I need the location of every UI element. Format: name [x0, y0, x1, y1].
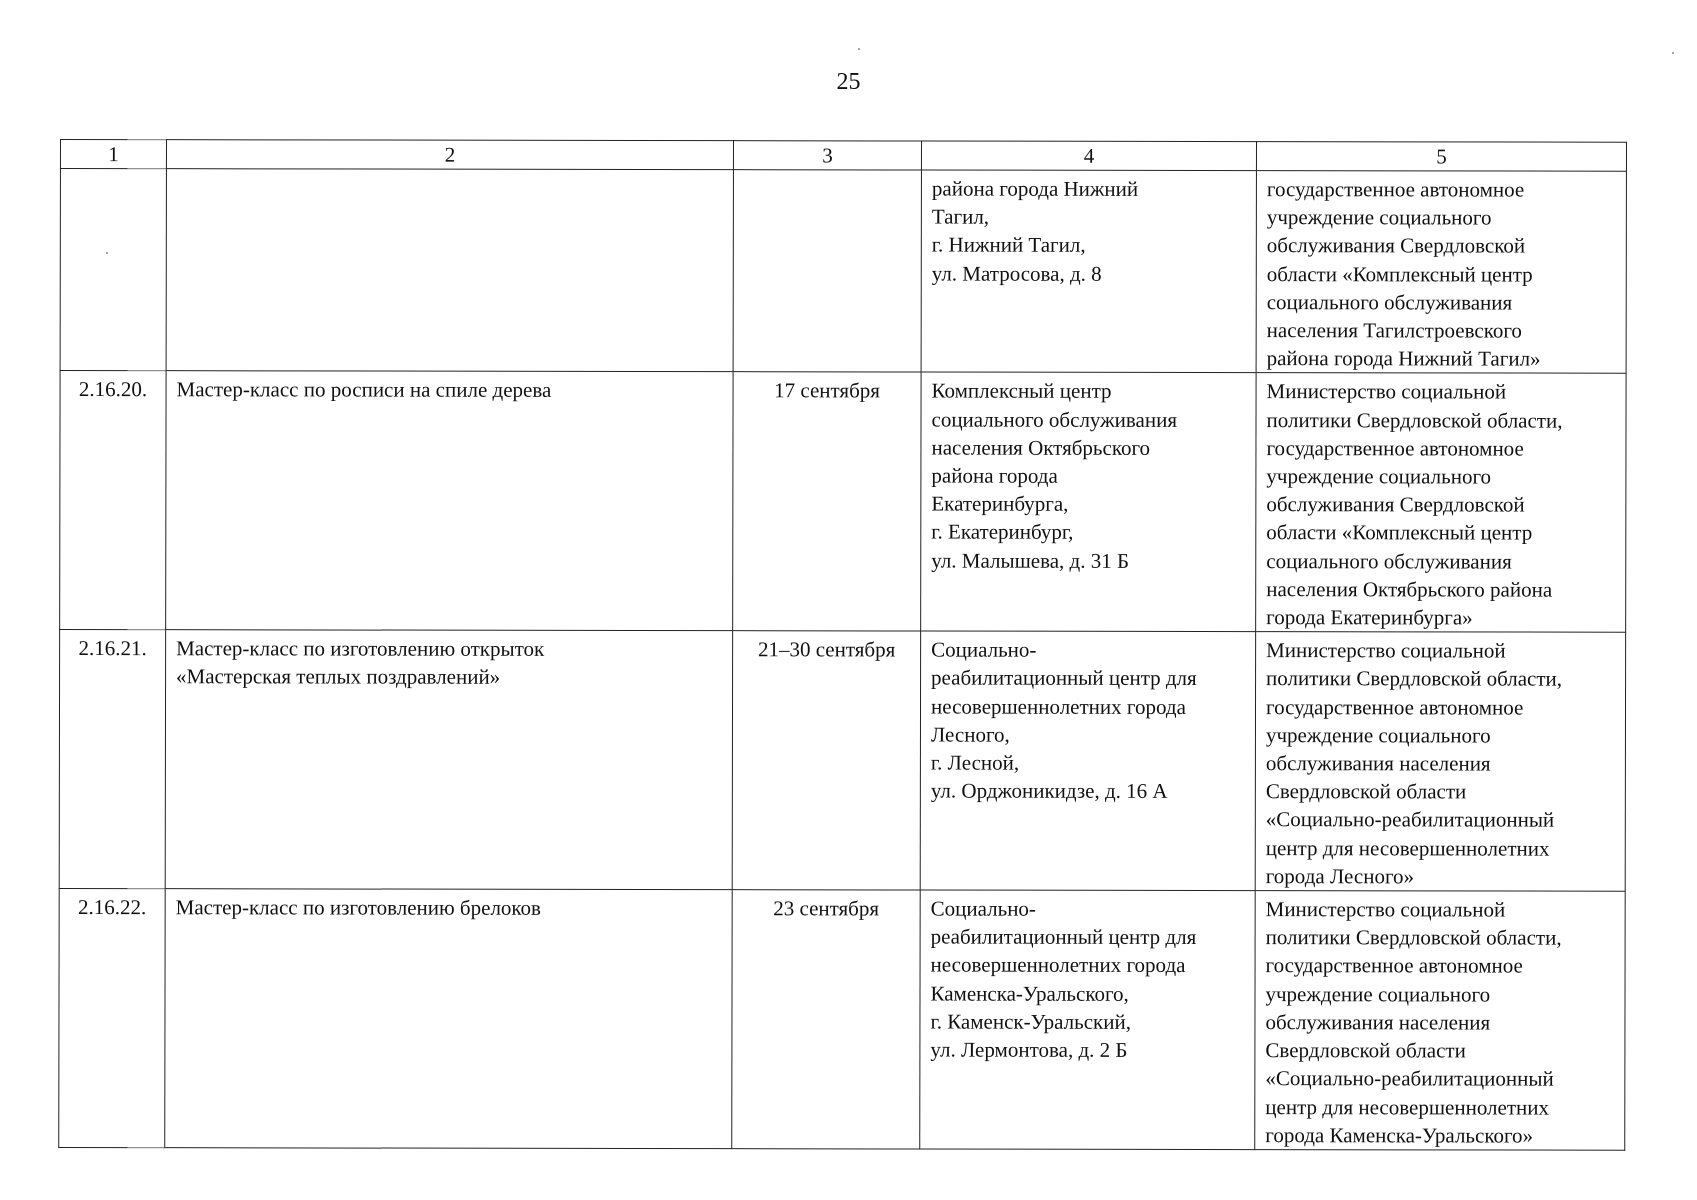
page-number: 25: [836, 69, 861, 95]
event-name-cell: [166, 169, 733, 372]
scan-speck: [1672, 52, 1674, 54]
event-place-cell: Социально- реабилитационный центр для несовершеннолетних города Лесного, г. Лесной, ул. Орджоникидзе, д. 16 А: [920, 631, 1255, 890]
event-date-cell: 23 сентября: [732, 890, 920, 1149]
event-date-cell: [733, 170, 921, 373]
event-place-cell: Социально- реабилитационный центр для несовершеннолетних города Каменска-Уральского, г. Каменск-Уральский, ул. Лермонтова, д. 2 Б: [920, 890, 1255, 1149]
event-name-cell: Мастер-класс по изготовлению брелоков: [165, 889, 732, 1149]
event-name-cell: Мастер-класс по росписи на спиле дерева: [166, 371, 733, 631]
column-header-2: 2: [166, 140, 733, 170]
column-header-3: 3: [733, 141, 921, 170]
column-header-5: 5: [1256, 142, 1626, 172]
row-number-cell: 2.16.21.: [59, 630, 165, 889]
column-header-4: 4: [921, 141, 1256, 171]
scan-speck: [106, 252, 108, 254]
header-row: [60, 140, 1626, 172]
event-place-cell: района города Нижний Тагил, г. Нижний Тагил, ул. Матросова, д. 8: [921, 170, 1256, 373]
responsible-org-cell: Министерство социальной политики Свердловской области, государственное автономное учреждение социального обслуживания населения Свердловской области «Социально-реабилитационный центр для несовершеннолетних города Лесного»: [1255, 632, 1625, 891]
table-row: [60, 169, 1626, 374]
responsible-org-cell: Министерство социальной политики Свердловской области, государственное автономное учреждение социального обслуживания населения Свердловской области «Социально-реабилитационный центр для несовершеннолетних города Каменска-Уральского»: [1255, 891, 1625, 1150]
responsible-org-cell: Министерство социальной политики Свердловской области, государственное автономное учреждение социального обслуживания Свердловской области «Комплексный центр социального обслуживания населения Октябрьского района города Екатеринбурга»: [1256, 373, 1626, 632]
event-date-cell: 17 сентября: [733, 372, 921, 631]
event-place-cell: Комплексный центр социального обслуживания населения Октябрьского района города Екатеринбурга, г. Екатеринбург, ул. Малышева, д. 31 Б: [921, 372, 1256, 631]
row-number-cell: [60, 169, 166, 372]
scan-speck: [858, 48, 860, 50]
column-header-1: 1: [60, 140, 166, 169]
table-row: [59, 889, 1625, 1151]
table-row: [60, 371, 1626, 633]
row-number-cell: 2.16.20.: [60, 371, 166, 630]
event-name-cell: Мастер-класс по изготовлению открыток «Мастерская теплых поздравлений»: [165, 630, 732, 890]
row-number-cell: 2.16.22.: [59, 889, 165, 1148]
events-table: [58, 139, 1627, 1151]
table-row: [59, 630, 1625, 892]
event-date-cell: 21–30 сентября: [732, 631, 920, 890]
responsible-org-cell: государственное автономное учреждение социального обслуживания Свердловской области «Комплексный центр социального обслуживания населения Тагилстроевского района города Нижний Тагил»: [1256, 171, 1626, 374]
